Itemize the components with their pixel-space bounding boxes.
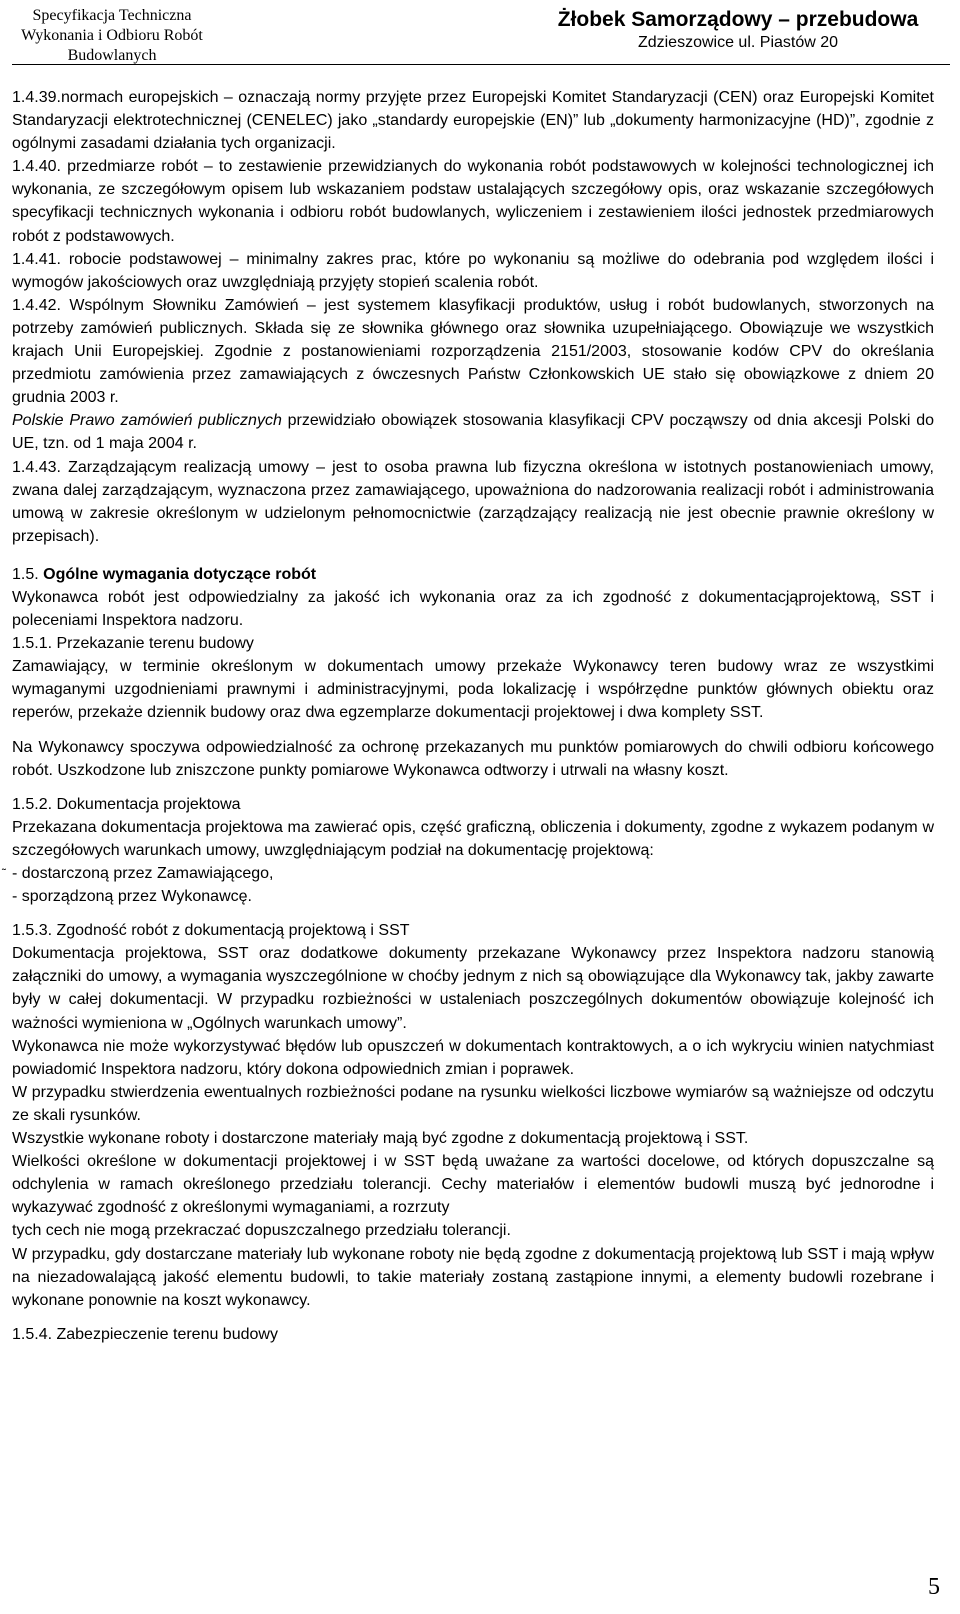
margin-mark: ˜ [2, 866, 6, 880]
section-1-5-3-p3: W przypadku stwierdzenia ewentualnych rozbieżności podane na rysunku wielkości liczbowe wymiarów są ważniejsze od odczytu ze skali rysunków. [12, 1083, 934, 1124]
definition-number: 1.4.42. [12, 296, 61, 314]
definition-1-4-43 [12, 456, 934, 548]
header-left-line2: Wykonania i Odbioru Robót [21, 27, 203, 44]
section-1-5-3-p1: Dokumentacja projektowa, SST oraz dodatkowe dokumenty przekazane Wykonawcy przez Inspektora nadzoru stanowią załączniki do umowy, a wymagania wyszczególnione w choćby jednym z nich są obowiązujące dla Wykonawcy tak, jakby zawarte były w całej dokumentacji. W przypadku rozbieżności w ustaleniach poszczególnych dokumentów obowiązuje kolejność ich ważności wymieniona w „Ogólnych warunkach umowy”. [12, 945, 934, 1032]
list-item [2, 862, 934, 885]
section-1-5-text: Wykonawca robót jest odpowiedzialny za jakość ich wykonania oraz za ich zgodność z dokumentacjąprojektową, SST i poleceniami Inspektora nadzoru. [12, 588, 934, 630]
section-1-5-heading [12, 563, 934, 586]
definition-number: 1.4.43. [12, 458, 61, 476]
section-1-5-1-heading: 1.5.1. Przekazanie terenu budowy [12, 635, 254, 653]
definition-1-4-41 [12, 248, 934, 294]
header-title: Żłobek Samorządowy – przebudowa [557, 8, 919, 31]
document-body [2, 86, 934, 1346]
list-item-text: - dostarczoną przez Zamawiającego, [12, 865, 274, 882]
definition-text: robocie podstawowej – minimalny zakres prac, które po wykonaniu są możliwe do odebrania pod względem ilości i wymogów jakościowych oraz uwzględniają przyjęty stopień scalenia robót. [12, 250, 934, 291]
header-left-line3: Budowlanych [67, 47, 157, 64]
definition-text: Wspólnym Słowniku Zamówień – jest systemem klasyfikacji produktów, usług i robót budowlanych, stworzonych na potrzeby zamówień publicznych. Składa się ze słownika głównego oraz słownika uzupełniającego. Obowiązuje we wszystkich krajach Unii Europejskiej. Zgodnie z postanowieniami rozporządzenia 2151/2003, stosowanie kodów CPV do określania przedmiotu zamówienia przez zamawiających z ówczesnych Państw Członkowskich UE stało się obowiązkowe z dniem 20 grudnia 2003 r. [12, 296, 934, 407]
definition-text: Zarządzającym realizacją umowy – jest to osoba prawna lub fizyczna określona w istotnych postanowieniach umowy, zwana dalej zarządzającym, wyznaczona przez zamawiającego, upoważniona do nadzorowania realizacji robót i administrowania umową w zakresie określonym w udzielonym pełnomocnictwie (zarządzający realizacją nie jest obecnie prawnie określony w przepisach). [12, 458, 934, 545]
section-1-5-3-p7: W przypadku, gdy dostarczane materiały lub wykonane roboty nie będą zgodne z dokumentacją projektową lub SST i mają wpływ na niezadowalającą jakość elementu budowli, to takie materiały zostaną zastąpione innymi, a elementy budowli rozebrane i wykonane ponownie na koszt wykonawcy. [12, 1245, 934, 1309]
section-1-5-1-text2: Na Wykonawcy spoczywa odpowiedzialność za ochronę przekazanych mu punktów pomiarowych do chwili odbioru końcowego robót. Uszkodzone lub zniszczone punkty pomiarowe Wykonawca odtworzy i utrwali na własny koszt. [12, 738, 934, 779]
paragraph-text: przewidziało obowiązek stosowania klasyfikacji CPV począwszy od dnia akcesji Polski do UE, tzn. od 1 maja 2004 r. [12, 412, 934, 453]
definition-1-4-40 [12, 155, 934, 247]
section-1-5-4-heading: 1.5.4. Zabezpieczenie terenu budowy [12, 1325, 278, 1343]
law-title: Polskie Prawo zamówień publicznych [12, 412, 282, 430]
section-1-5-3-p6: tych cech nie mogą przekraczać dopuszczalnego przedziału tolerancji. [12, 1222, 511, 1240]
definition-1-4-42-cpv [12, 409, 934, 455]
page-number: 5 [928, 1574, 940, 1600]
header-left-line1: Specyfikacja Techniczna [32, 7, 192, 24]
definition-1-4-42 [12, 294, 934, 409]
header-project [538, 6, 938, 52]
list-item: - sporządzoną przez Wykonawcę. [12, 888, 252, 906]
definition-1-4-39 [12, 86, 934, 155]
section-1-5-3-p2: Wykonawca nie może wykorzystywać błędów lub opuszczeń w dokumentach kontraktowych, a o ich wykryciu winien natychmiast powiadomić Inspektora nadzoru, który dokona odpowiednich zmian i poprawek. [12, 1037, 934, 1078]
header-spec-name [12, 6, 212, 66]
definition-text: przedmiarze robót – to zestawienie przewidzianych do wykonania robót podstawowych w kolejności technologicznej ich wykonania, ze szczegółowym opisem lub wskazaniem podstaw ustalających szczegółowy opis, oraz wskazanie szczegółowych specyfikacji technicznych wykonania i odbioru robót budowlanych, wyliczeniem i zestawieniem ilości jednostek przedmiarowych robót z podstawowych. [12, 158, 934, 245]
section-1-5-3-p4: Wszystkie wykonane roboty i dostarczone materiały mają być zgodne z dokumentacją projektową i SST. [12, 1130, 749, 1148]
section-1-5-3-heading: 1.5.3. Zgodność robót z dokumentacją projektową i SST [12, 922, 410, 940]
section-number: 1.5. [12, 565, 39, 583]
header-subtitle: Zdzieszowice ul. Piastów 20 [637, 34, 839, 51]
section-1-5-2-heading: 1.5.2. Dokumentacja projektowa [12, 795, 241, 813]
definition-text: normach europejskich – oznaczają normy przyjęte przez Europejski Komitet Standaryzacji (CEN) oraz Europejski Komitet Standaryzacji elektrotechnicznej (CENELEC) jako „standardy europejskie (EN)” lub „dokumenty harmonizacyjne (HD)”, zgodnie z ogólnymi zasadami działania tych organizacji. [12, 89, 934, 153]
section-1-5-3-p5: Wielkości określone w dokumentacji projektowej i w SST będą uważane za wartości docelowe, od których dopuszczalne są odchylenia w ramach określonego przedziału tolerancji. Cechy materiałów i elementów budowli muszą być jednorodne i wykazywać zgodność z określonymi wymaganiami, a rozrzuty [12, 1153, 934, 1217]
section-title: Ogólne wymagania dotyczące robót [43, 565, 317, 583]
definition-number: 1.4.39. [12, 89, 61, 106]
page-header [12, 4, 950, 65]
section-1-5-2-text: Przekazana dokumentacja projektowa ma zawierać opis, część graficzną, obliczenia i dokumenty, zgodne z wykazem podanym w szczegółowych warunkach umowy, uwzględniającym podział na dokumentację projektową: [12, 818, 934, 859]
section-1-5-1-text1: Zamawiający, w terminie określonym w dokumentach umowy przekaże Wykonawcy teren budowy wraz ze wszystkimi wymaganymi uzgodnieniami prawnymi i administracyjnymi, poda lokalizację i współrzędne punktów głównych obiektu oraz reperów, przekaże dziennik budowy oraz dwa egzemplarze dokumentacji projektowej i dwa komplety SST. [12, 658, 934, 722]
definition-number: 1.4.40. [12, 158, 61, 176]
definition-number: 1.4.41. [12, 250, 61, 268]
